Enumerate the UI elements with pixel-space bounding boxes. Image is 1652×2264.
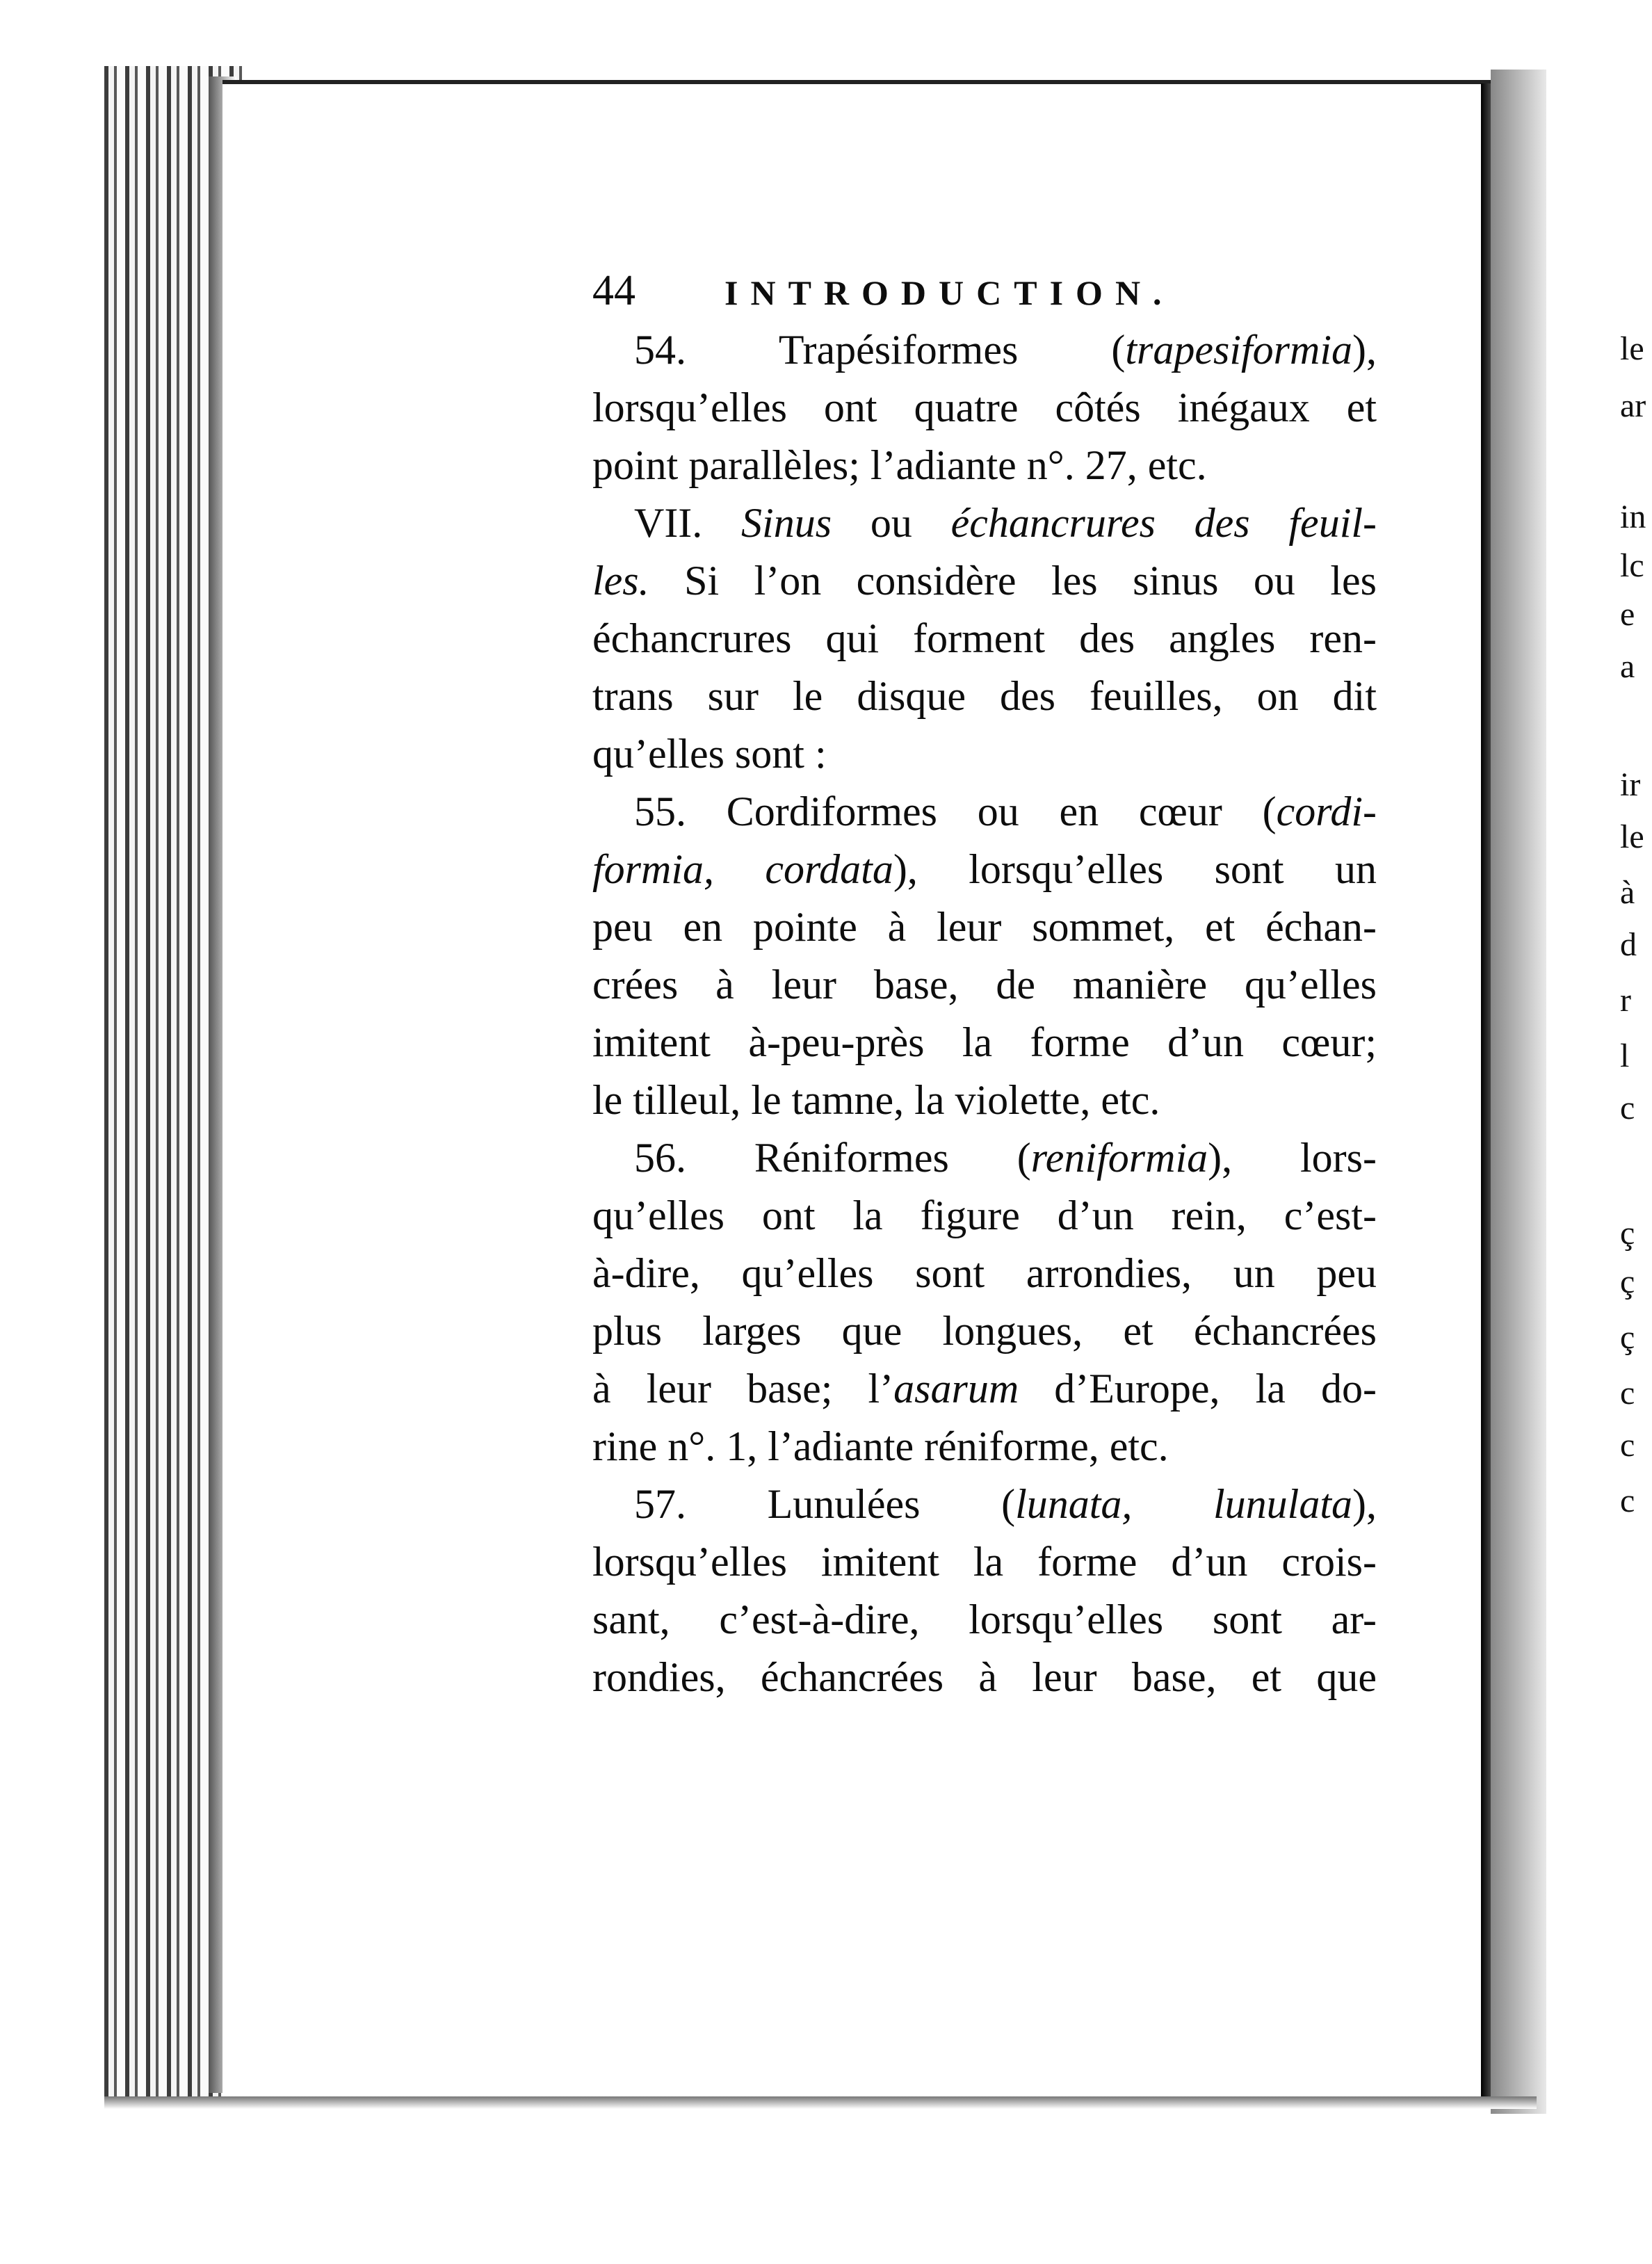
text-run: qu’elles sont : bbox=[592, 731, 827, 777]
running-head: INTRODUCTION. bbox=[724, 273, 1174, 312]
facing-page-fragment: c bbox=[1620, 1375, 1635, 1412]
text-line bbox=[592, 1129, 1377, 1187]
facing-page-fragment: e bbox=[1620, 596, 1635, 633]
text-run: ), lors- bbox=[1208, 1135, 1377, 1181]
page-right-shadow bbox=[1491, 70, 1546, 2114]
page-right-edge bbox=[1481, 83, 1491, 2100]
text-line bbox=[592, 1187, 1377, 1245]
facing-page bbox=[1546, 63, 1652, 2121]
text-run: qu’elles ont la figure d’un rein, c’est- bbox=[592, 1192, 1377, 1238]
text-run: plus larges que longues, et échancrées bbox=[592, 1308, 1377, 1354]
italic-run: trapesiformia bbox=[1125, 327, 1353, 373]
italic-run: Sinus bbox=[741, 500, 832, 546]
text-line bbox=[592, 898, 1377, 956]
italic-run: reniformia bbox=[1030, 1135, 1208, 1181]
text-line bbox=[592, 1360, 1377, 1418]
text-line bbox=[592, 1418, 1377, 1475]
facing-page-fragment: c bbox=[1620, 1090, 1635, 1126]
text-run: 55. Cordiformes ou en cœur ( bbox=[634, 789, 1277, 834]
facing-page-fragment: l bbox=[1620, 1037, 1630, 1074]
text-line bbox=[592, 841, 1377, 898]
facing-page-fragment: ç bbox=[1620, 1319, 1635, 1356]
text-run: 57. Lunulées ( bbox=[634, 1481, 1016, 1527]
text-run: rondies, échancrées à leur base, et que bbox=[592, 1654, 1377, 1700]
text-line bbox=[592, 783, 1377, 841]
italic-run: formia, cordata bbox=[592, 846, 893, 892]
text-line bbox=[592, 1072, 1377, 1129]
text-line bbox=[592, 494, 1377, 552]
text-run: trans sur le disque des feuilles, on dit bbox=[592, 673, 1377, 719]
text-run: peu en pointe à leur sommet, et échan- bbox=[592, 904, 1377, 950]
facing-page-fragment: in bbox=[1620, 499, 1646, 535]
text-line bbox=[592, 1475, 1377, 1533]
facing-page-fragment: c bbox=[1620, 1482, 1635, 1519]
text-run: crées à leur base, de manière qu’elles bbox=[592, 962, 1377, 1008]
text-line bbox=[592, 1014, 1377, 1072]
text-run: à-dire, qu’elles sont arrondies, un peu bbox=[592, 1250, 1377, 1296]
text-run: le tilleul, le tamne, la violette, etc. bbox=[592, 1077, 1160, 1123]
text-run: 56. Réniformes ( bbox=[634, 1135, 1031, 1181]
page-number: 44 bbox=[592, 267, 635, 314]
text-line bbox=[592, 321, 1377, 379]
text-run: ), lorsqu’elles sont un bbox=[893, 846, 1377, 892]
italic-run: lunata, lunulata bbox=[1015, 1481, 1353, 1527]
page-bottom-edge bbox=[104, 2096, 1537, 2109]
facing-page-fragment: c bbox=[1620, 1427, 1635, 1464]
italic-run: échancrures des feuil- bbox=[950, 500, 1377, 546]
text-run: Si l’on considère les sinus ou les bbox=[649, 558, 1377, 604]
italic-run: asarum bbox=[893, 1366, 1019, 1412]
body-text bbox=[592, 321, 1377, 1706]
page-header bbox=[592, 266, 1377, 316]
text-line bbox=[592, 956, 1377, 1014]
text-line bbox=[592, 725, 1377, 783]
text-line bbox=[592, 610, 1377, 668]
text-line bbox=[592, 379, 1377, 437]
italic-run: cordi- bbox=[1276, 789, 1377, 834]
text-run: 54. Trapésiformes ( bbox=[634, 327, 1126, 373]
text-line bbox=[592, 668, 1377, 725]
text-line bbox=[592, 1533, 1377, 1591]
text-line bbox=[592, 1245, 1377, 1302]
text-run: rine n°. 1, l’adiante réniforme, etc. bbox=[592, 1423, 1169, 1469]
text-line bbox=[592, 437, 1377, 494]
text-run: ), bbox=[1352, 327, 1377, 373]
text-run: point parallèles; l’adiante n°. 27, etc. bbox=[592, 442, 1207, 488]
text-line bbox=[592, 1302, 1377, 1360]
text-run: ou bbox=[832, 500, 951, 546]
facing-page-fragment: r bbox=[1620, 982, 1631, 1019]
facing-page-fragment: ar bbox=[1620, 387, 1646, 424]
facing-page-fragment: le bbox=[1620, 818, 1644, 855]
text-line bbox=[592, 1649, 1377, 1706]
page-text-block bbox=[592, 266, 1377, 1706]
facing-page-fragment: lc bbox=[1620, 547, 1644, 584]
facing-page-fragment: à bbox=[1620, 874, 1635, 911]
facing-page-fragment: ir bbox=[1620, 766, 1641, 803]
text-run: sant, c’est-à-dire, lorsqu’elles sont ar- bbox=[592, 1596, 1377, 1642]
facing-page-fragment: le bbox=[1620, 330, 1644, 367]
text-line bbox=[592, 1591, 1377, 1649]
facing-page-fragment: ç bbox=[1620, 1263, 1635, 1300]
facing-page-fragment: d bbox=[1620, 926, 1637, 963]
text-run: lorsqu’elles ont quatre côtés inégaux et bbox=[592, 385, 1377, 430]
text-run: lorsqu’elles imitent la forme d’un crois- bbox=[592, 1539, 1377, 1585]
text-run: VII. bbox=[634, 500, 742, 546]
text-run: échancrures qui forment des angles ren- bbox=[592, 615, 1377, 661]
text-run: d’Europe, la do- bbox=[1019, 1366, 1377, 1412]
facing-page-fragment: a bbox=[1620, 648, 1635, 685]
text-run: imitent à-peu-près la forme d’un cœur; bbox=[592, 1019, 1377, 1065]
italic-run: les. bbox=[592, 558, 649, 604]
text-run: à leur base; l’ bbox=[592, 1366, 894, 1412]
text-line bbox=[592, 552, 1377, 610]
facing-page-fragment: ç bbox=[1620, 1215, 1635, 1252]
text-run: ), bbox=[1352, 1481, 1377, 1527]
